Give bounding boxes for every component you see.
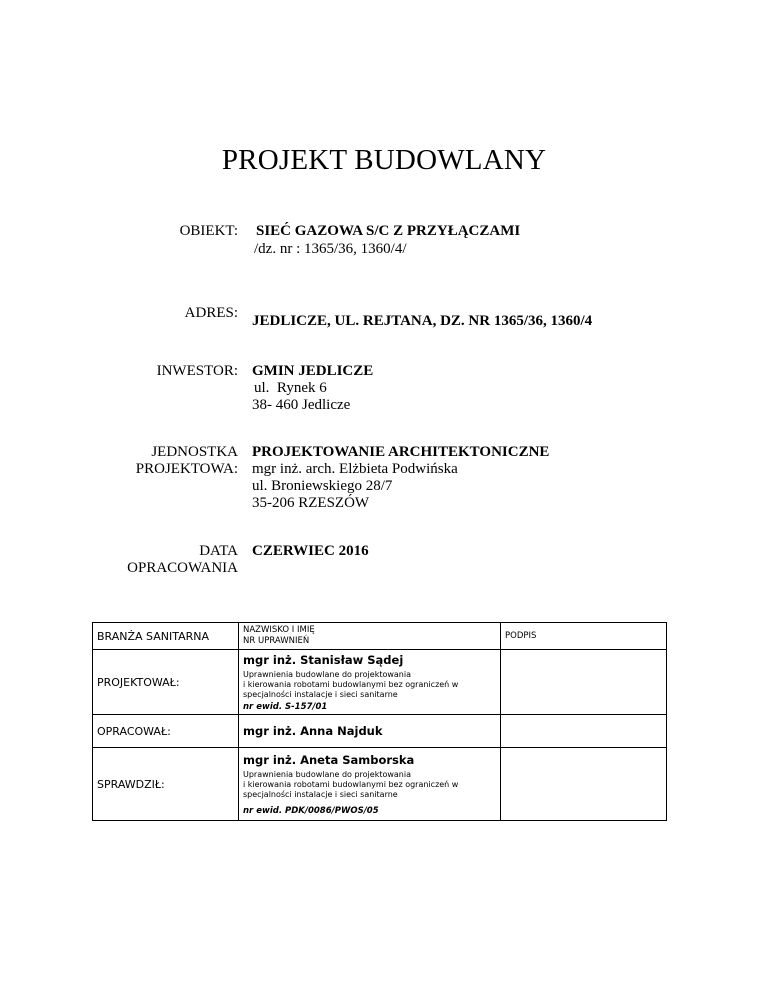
person-name: mgr inż. Stanisław Sądej <box>243 652 404 667</box>
person-cell <box>239 715 501 748</box>
signature-cell <box>501 748 667 821</box>
signature-cell <box>501 715 667 748</box>
license-number: nr ewid. PDK/0086/PWOS/05 <box>243 805 379 816</box>
inwestor-street: ul. Rynek 6 <box>254 380 327 396</box>
obiekt-plots: /dz. nr : 1365/36, 1360/4/ <box>254 241 407 257</box>
header-uprawnien: NR UPRAWNIEŃ <box>243 636 310 646</box>
license-number: nr ewid. S-157/01 <box>243 701 328 712</box>
jednostka-street: ul. Broniewskiego 28/7 <box>252 478 393 494</box>
role-cell: OPRACOWAŁ: <box>93 715 239 748</box>
data-value: CZERWIEC 2016 <box>252 543 369 559</box>
license-line: Uprawnienia budowlane do projektowania <box>243 769 411 779</box>
table-header-row <box>93 623 667 650</box>
signature-table <box>92 622 667 821</box>
adres-label: ADRES: <box>184 305 238 321</box>
header-branza: BRANŻA SANITARNA <box>93 623 239 650</box>
license-line: specjalności instalacje i sieci sanitarne <box>243 689 398 699</box>
license-line: i kierowania robotami budowlanymi bez ograniczeń w <box>243 679 459 689</box>
person-name: mgr inż. Aneta Samborska <box>243 752 415 767</box>
person-cell <box>239 748 501 821</box>
jednostka-label-2: PROJEKTOWA: <box>135 461 238 477</box>
data-label-2: OPRACOWANIA <box>127 560 238 576</box>
header-nazwisko: NAZWISKO I IMIĘ <box>243 625 315 635</box>
table-row <box>93 715 667 748</box>
signature-cell <box>501 650 667 715</box>
obiekt-value: SIEĆ GAZOWA S/C Z PRZYŁĄCZAMI <box>256 223 521 239</box>
person-cell <box>239 650 501 715</box>
role-cell: SPRAWDZIŁ: <box>93 748 239 821</box>
license-line: i kierowania robotami budowlanymi bez ograniczeń w <box>243 779 459 789</box>
jednostka-architect: mgr inż. arch. Elżbieta Podwińska <box>252 461 458 477</box>
document-title: PROJEKT BUDOWLANY <box>221 144 547 176</box>
role-cell: PROJEKTOWAŁ: <box>93 650 239 715</box>
license-line: specjalności instalacje i sieci sanitarne <box>243 789 398 799</box>
obiekt-label: OBIEKT: <box>179 223 238 239</box>
inwestor-value: GMIN JEDLICZE <box>252 363 374 379</box>
jednostka-city: 35-206 RZESZÓW <box>252 495 370 511</box>
table-row <box>93 650 667 715</box>
inwestor-label: INWESTOR: <box>156 363 238 379</box>
jednostka-label-1: JEDNOSTKA <box>151 444 238 460</box>
jednostka-value: PROJEKTOWANIE ARCHITEKTONICZNE <box>252 444 550 460</box>
person-name: mgr inż. Anna Najduk <box>243 724 383 738</box>
adres-value: JEDLICZE, UL. REJTANA, DZ. NR 1365/36, 1360/4 <box>252 313 593 329</box>
header-name-cell <box>239 623 501 650</box>
license-line: Uprawnienia budowlane do projektowania <box>243 669 411 679</box>
table-row <box>93 748 667 821</box>
inwestor-city: 38- 460 Jedlicze <box>252 397 351 413</box>
data-label-1: DATA <box>199 543 238 559</box>
header-podpis: PODPIS <box>501 623 667 650</box>
